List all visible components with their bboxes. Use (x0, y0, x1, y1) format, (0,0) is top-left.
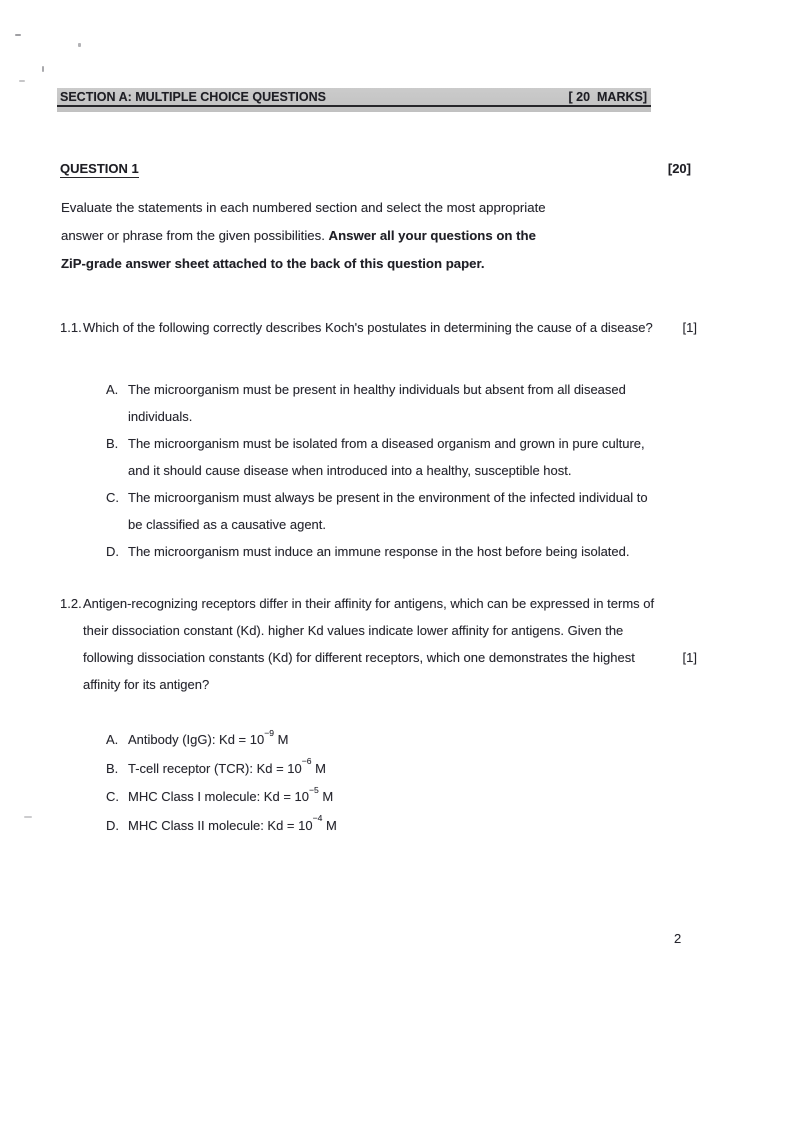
exponent: −9 (264, 727, 274, 738)
question1-title: QUESTION 1 (60, 161, 139, 176)
scan-artifact (24, 816, 32, 818)
option-text (128, 755, 326, 784)
question-1-2-line: Antigen-recognizing receptors differ in their affinity for antigens, which can be expressed in terms of (83, 596, 655, 611)
question1-marks: [20] (667, 161, 691, 176)
scan-artifact (15, 34, 21, 36)
instruction-text: Evaluate the statements in each numbered section and select the most appropriate (61, 200, 546, 215)
scan-artifact (78, 43, 81, 47)
section-header-row (57, 88, 651, 107)
option-letter: A. (106, 732, 119, 747)
option-text-suffix: M (318, 789, 334, 804)
option-b (106, 430, 660, 484)
option-text: The microorganism must be isolated from a diseased organism and grown in pure culture, and it should cause disease when introduced into a healthy, susceptible host. (128, 436, 645, 478)
exponent: −6 (301, 756, 312, 767)
option-text (128, 812, 337, 841)
option-letter: B. (106, 760, 119, 776)
question-1-1 (60, 314, 697, 341)
question-1-2 (60, 590, 697, 698)
page-number: 2 (674, 931, 682, 946)
question-1-2-marks: [1] (682, 650, 697, 665)
question-1-1-marks: [1] (682, 320, 697, 335)
scan-artifact (19, 80, 25, 82)
section-header-band (57, 88, 651, 112)
option-text-suffix: M (274, 732, 289, 747)
question1-heading-row (60, 161, 691, 178)
option-text-prefix: MHC Class II molecule: Kd = 10 (128, 817, 313, 833)
option-a (106, 726, 337, 755)
exponent: −5 (308, 784, 319, 795)
option-text (128, 726, 288, 755)
option-a (106, 376, 660, 430)
option-letter: B. (106, 436, 119, 451)
scan-artifact (42, 66, 44, 72)
option-d (106, 812, 337, 841)
question-1-2-line: affinity for its antigen? (83, 677, 210, 692)
question-1-1-options (106, 376, 660, 565)
option-c (106, 484, 660, 538)
option-d (106, 538, 660, 565)
instruction-line (61, 194, 621, 222)
question-1-1-text: Which of the following correctly describes Koch's postulates in determining the cause of a disease? (83, 320, 653, 335)
question1-instructions (61, 194, 621, 278)
option-text-suffix: M (322, 817, 337, 833)
section-marks: [ 20 MARKS] (568, 90, 647, 104)
option-letter: C. (106, 789, 119, 804)
option-letter: C. (106, 490, 119, 505)
option-text-suffix: M (311, 760, 326, 776)
option-letter: A. (106, 382, 119, 397)
option-letter: D. (106, 544, 119, 559)
exponent: −4 (312, 813, 323, 824)
question-1-2-options (106, 726, 337, 840)
option-text: The microorganism must induce an immune response in the host before being isolated. (128, 544, 630, 559)
question-1-2-number: 1.2. (60, 596, 82, 611)
option-b (106, 755, 337, 784)
instruction-line (61, 250, 621, 278)
instruction-line (61, 222, 621, 250)
option-text (128, 783, 333, 812)
option-text: The microorganism must always be present in the environment of the infected individual to be classified as a causative agent. (128, 490, 648, 532)
option-text: The microorganism must be present in healthy individuals but absent from all diseased individuals. (128, 382, 626, 424)
option-text-prefix: MHC Class I molecule: Kd = 10 (128, 789, 309, 804)
instruction-text-bold: Answer all your questions on the (328, 228, 536, 243)
question-1-1-number: 1.1. (60, 320, 82, 335)
option-c (106, 783, 337, 812)
question-1-2-line: their dissociation constant (Kd). higher Kd values indicate lower affinity for antigens. Given the (83, 623, 624, 638)
option-text-prefix: T-cell receptor (TCR): Kd = 10 (128, 760, 302, 776)
option-text-prefix: Antibody (IgG): Kd = 10 (128, 732, 265, 747)
option-letter: D. (106, 817, 119, 833)
question-1-2-line: following dissociation constants (Kd) for different receptors, which one demonstrates the highest (83, 650, 635, 665)
instruction-text-bold: ZiP-grade answer sheet attached to the back of this question paper. (61, 256, 485, 271)
section-title: SECTION A: MULTIPLE CHOICE QUESTIONS (60, 90, 326, 104)
instruction-text: answer or phrase from the given possibilities. (61, 228, 329, 243)
